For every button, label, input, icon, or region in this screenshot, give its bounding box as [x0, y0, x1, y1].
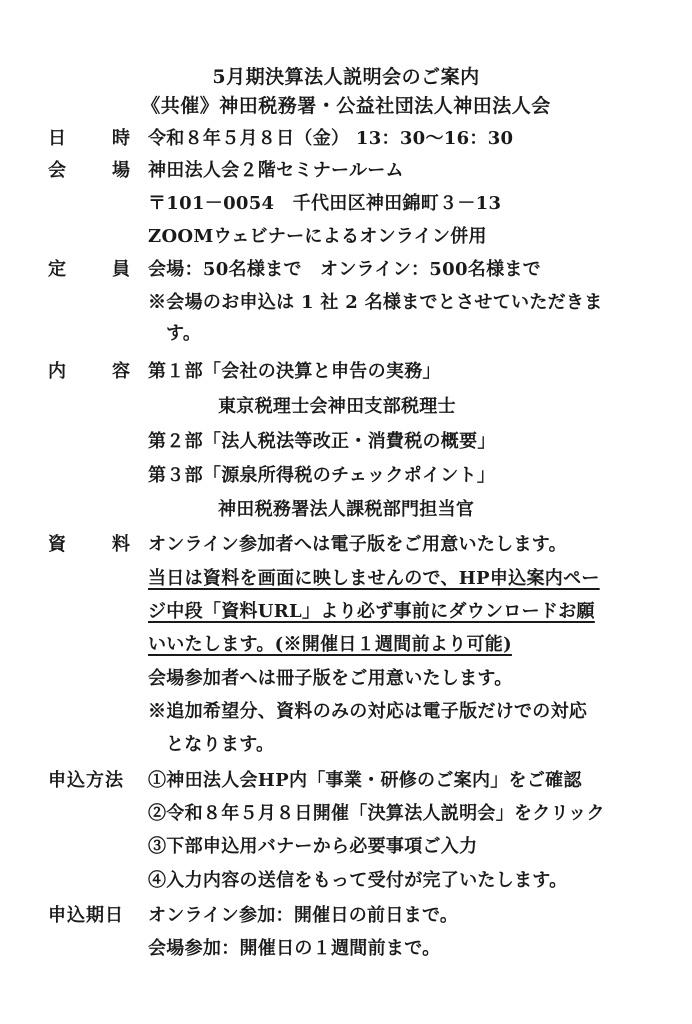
deadline-online: オンライン参加：開催日の前日まで。 — [148, 905, 459, 926]
materials-venue: 会場参加者へは冊子版をご用意いたします。 — [148, 668, 513, 689]
materials-notice-1: 当日は資料を画面に映しませんので、HP申込案内ペー — [148, 568, 600, 589]
capacity-row — [0, 255, 692, 285]
materials-notice-2: ジ中段「資料URL」より必ず事前にダウンロードお願 — [148, 601, 595, 622]
content-part3-speaker: 神田税務署法人課税部門担当官 — [218, 499, 475, 520]
apply-method-row — [0, 766, 692, 796]
apply-method-label: 申込方法 — [48, 770, 124, 791]
datetime-label: 日 時 — [48, 128, 130, 149]
capacity-note: ※会場のお申込は 1 社 2 名様までとさせていただきま — [148, 292, 603, 313]
capacity-label: 定 員 — [48, 259, 130, 280]
materials-row — [0, 530, 692, 560]
materials-extra-note: ※追加希望分、資料のみの対応は電子版だけでの対応 — [148, 701, 588, 722]
capacity-value: 会場：50名様まで オンライン：500名様まで — [148, 259, 541, 280]
venue-address: 〒101－0054 千代田区神田錦町３－13 — [148, 193, 502, 214]
content-row — [0, 357, 692, 387]
materials-extra-note-cont: となります。 — [166, 734, 275, 755]
datetime-value: 令和８年５月８日（金） 13：30～16：30 — [148, 128, 514, 149]
apply-step-3: ③下部申込用バナーから必要事項ご入力 — [148, 836, 478, 857]
venue-row — [0, 156, 692, 186]
materials-notice-3: いいたします。(※開催日１週間前より可能) — [148, 634, 512, 655]
content-label: 内 容 — [48, 361, 130, 382]
venue-label: 会 場 — [48, 160, 130, 181]
deadline-venue: 会場参加：開催日の１週間前まで。 — [148, 938, 441, 959]
deadline-row — [0, 901, 692, 931]
apply-step-1: ①神田法人会HP内「事業・研修のご案内」をご確認 — [148, 770, 582, 791]
apply-step-2: ②令和８年５月８日開催「決算法人説明会」をクリック — [148, 803, 605, 824]
materials-online: オンライン参加者へは電子版をご用意いたします。 — [148, 534, 567, 555]
capacity-note-cont: す。 — [166, 323, 202, 344]
content-part3: 第３部「源泉所得税のチェックポイント」 — [148, 465, 496, 486]
content-part2: 第２部「法人税法等改正・消費税の概要」 — [148, 431, 496, 452]
venue-name: 神田法人会２階セミナールーム — [148, 160, 404, 181]
apply-step-4: ④入力内容の送信をもって受付が完了いたします。 — [148, 870, 568, 891]
deadline-label: 申込期日 — [48, 905, 124, 926]
materials-label: 資 料 — [48, 534, 130, 555]
content-part1: 第１部「会社の決算と申告の実務」 — [148, 361, 441, 382]
venue-online: ZOOMウェビナーによるオンライン併用 — [148, 226, 487, 247]
content-part1-speaker: 東京税理士会神田支部税理士 — [218, 396, 456, 417]
document-title: 5月期決算法人説明会のご案内 — [212, 66, 480, 88]
cohost-line: 《共催》神田税務署・公益社団法人神田法人会 — [141, 95, 551, 117]
datetime-row — [0, 124, 692, 154]
